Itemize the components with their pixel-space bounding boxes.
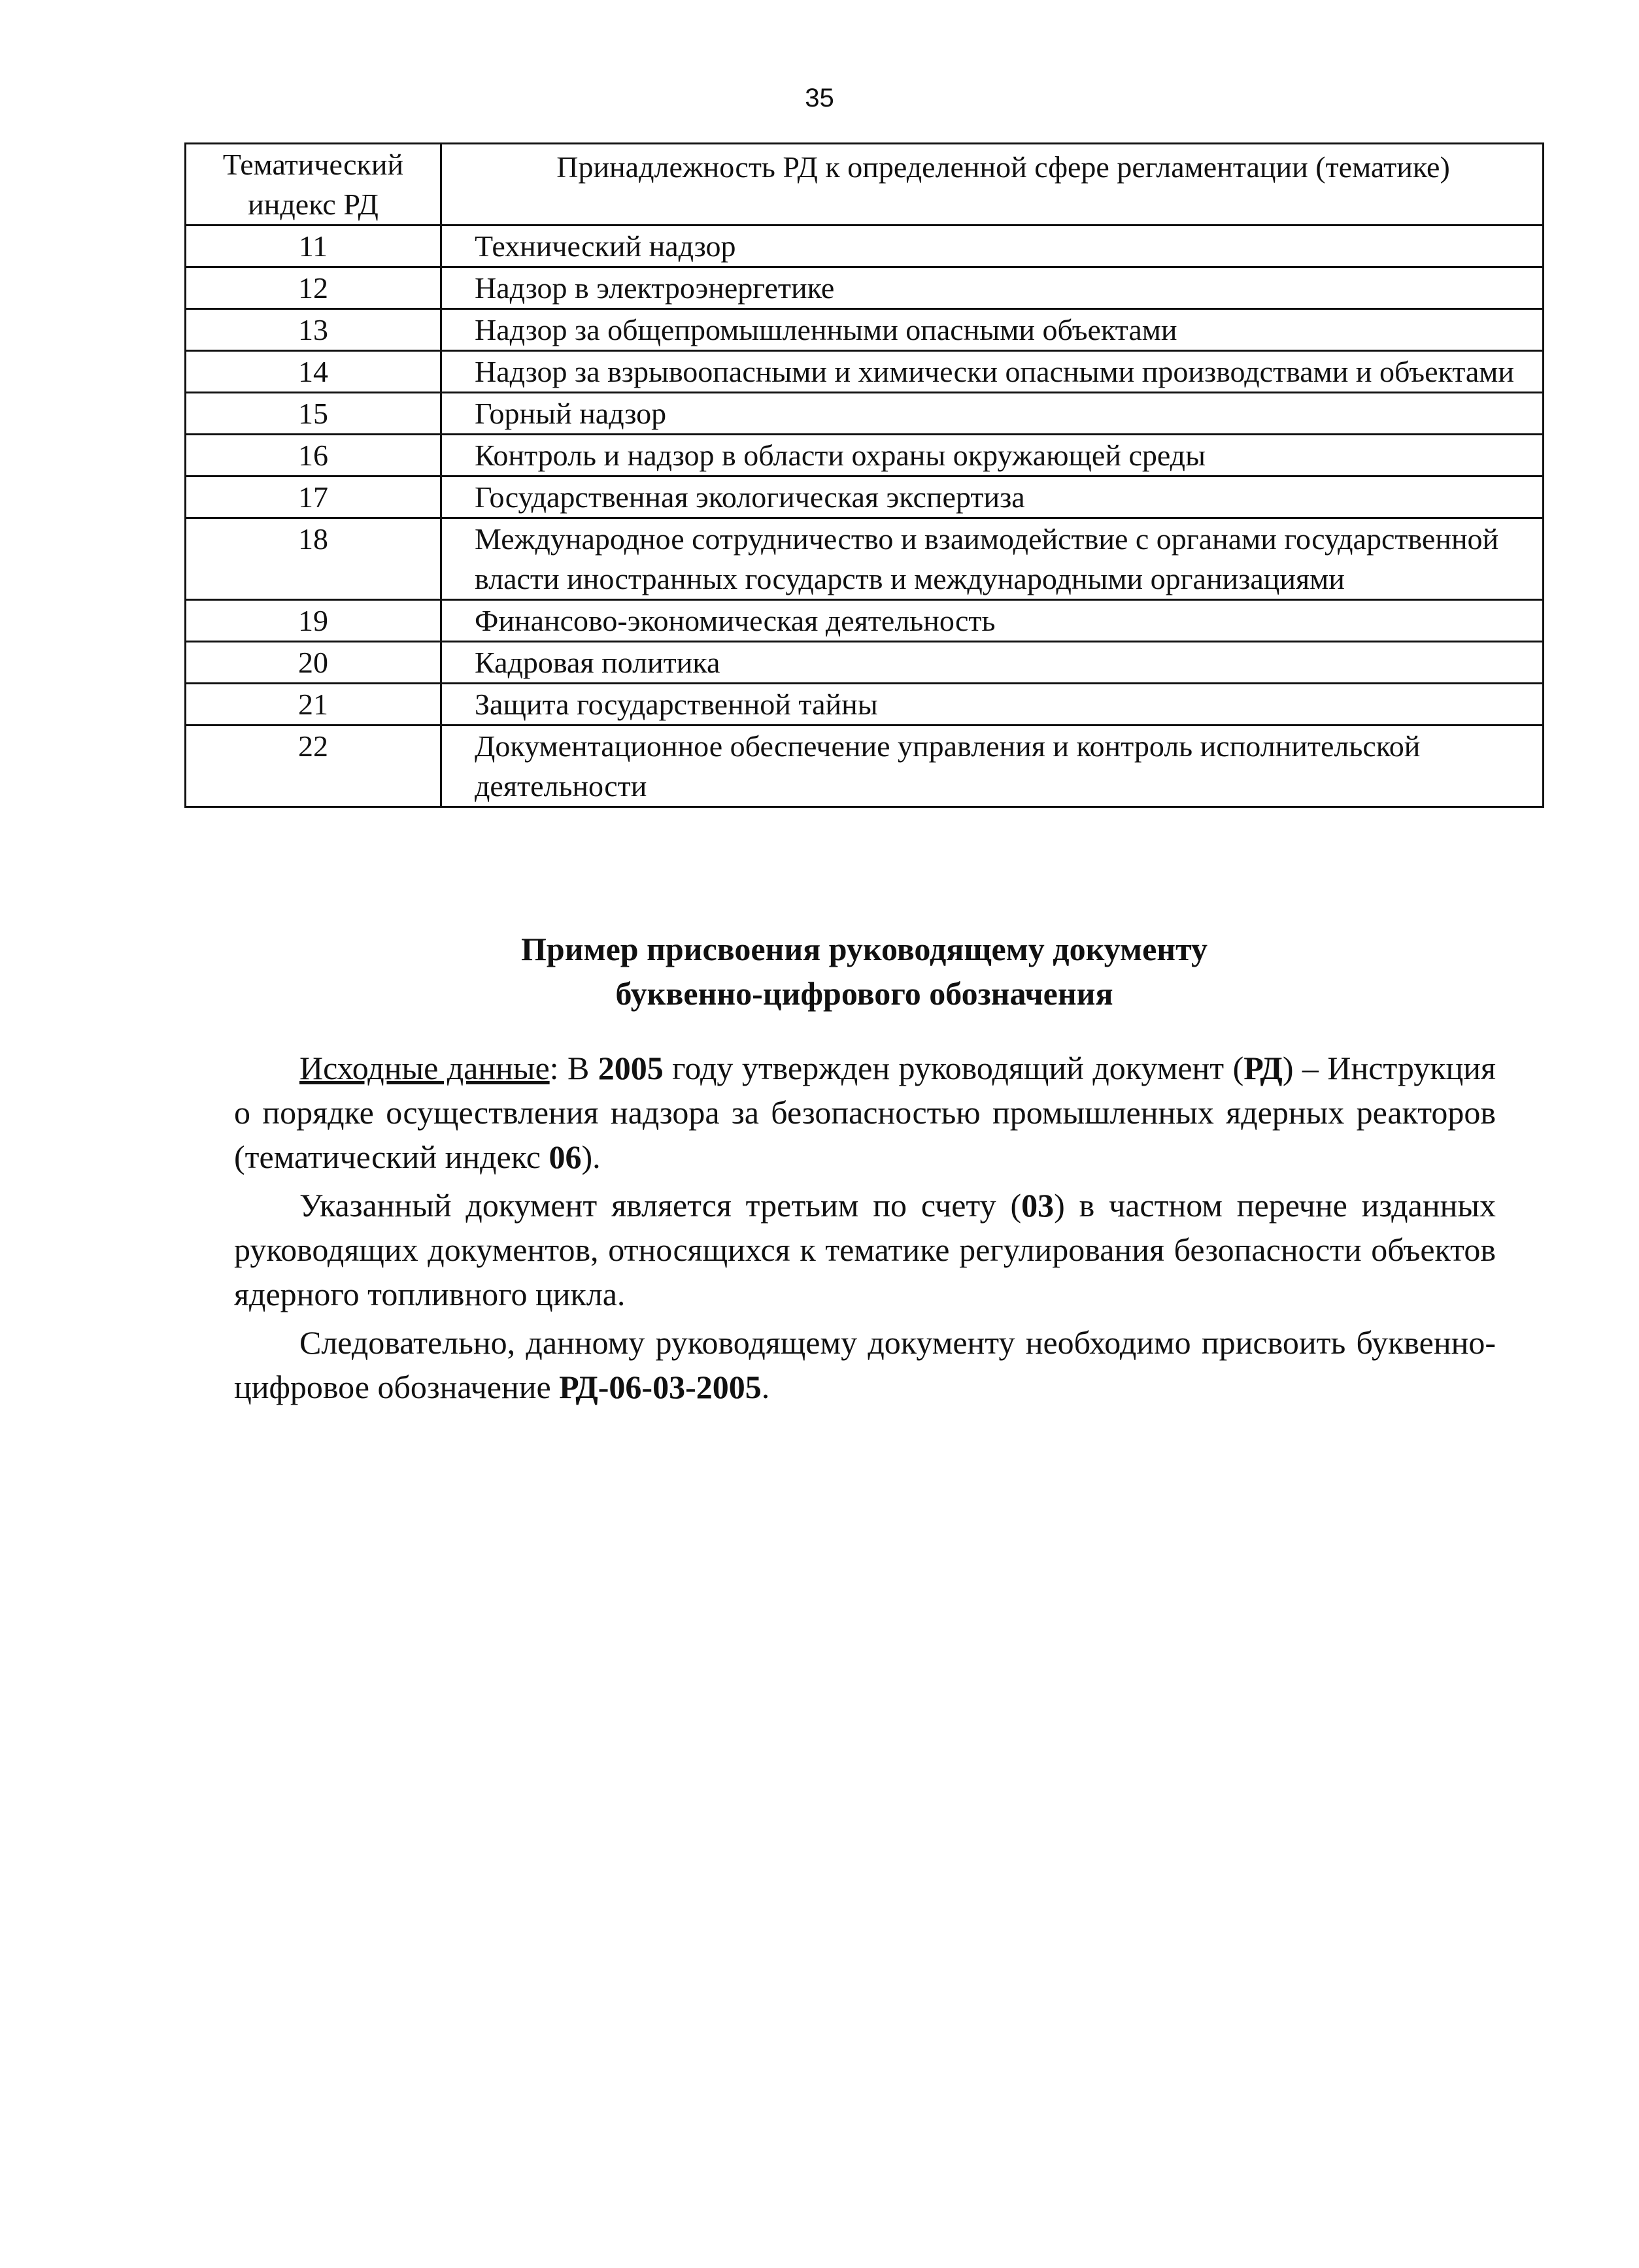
table-row (186, 684, 1544, 725)
table-row (186, 435, 1544, 476)
example-heading-line1: Пример присвоения руководящему документу (521, 931, 1208, 967)
row-index-cell: 14 (186, 351, 441, 393)
rd-abbrev: РД (1243, 1050, 1283, 1086)
text-span: году утвержден руководящий документ ( (663, 1050, 1244, 1086)
text-span: Указанный документ является третьим по счету ( (299, 1187, 1022, 1224)
approval-year: 2005 (598, 1050, 664, 1086)
row-description-cell: Защита государственной тайны (441, 684, 1544, 725)
row-description-cell: Надзор за взрывоопасными и химически опасными производствами и объектами (441, 351, 1544, 393)
paragraph-conclusion (234, 1320, 1496, 1409)
table-row (186, 309, 1544, 351)
table-row (186, 476, 1544, 518)
table-row (186, 393, 1544, 435)
table-row (186, 267, 1544, 309)
row-description-cell: Технический надзор (441, 225, 1544, 267)
row-description-cell: Государственная экологическая экспертиза (441, 476, 1544, 518)
row-description-cell: Кадровая политика (441, 642, 1544, 684)
text-span: ). (581, 1139, 601, 1175)
row-description-cell: Горный надзор (441, 393, 1544, 435)
row-description-cell: Документационное обеспечение управления и контроль исполнительской деятельности (441, 725, 1544, 807)
text-span: ) в частном перечне изданных руководящих документов, относящихся к тематике регулирования безопасности объектов ядерного топливного цикла. (234, 1187, 1496, 1312)
row-index-cell: 21 (186, 684, 441, 725)
example-body (234, 1046, 1496, 1413)
row-index-cell: 13 (186, 309, 441, 351)
thematic-index-value: 06 (549, 1139, 582, 1175)
row-description-cell: Международное сотрудничество и взаимодействие с органами государственной власти иностранных государств и международными организациями (441, 518, 1544, 600)
row-description-cell: Финансово-экономическая деятельность (441, 600, 1544, 642)
document-designation: РД-06-03-2005 (559, 1369, 762, 1405)
row-index-cell: 16 (186, 435, 441, 476)
table-header-row (186, 144, 1544, 225)
table-row (186, 225, 1544, 267)
row-index-cell: 15 (186, 393, 441, 435)
row-index-cell: 20 (186, 642, 441, 684)
row-index-cell: 12 (186, 267, 441, 309)
row-index-cell: 22 (186, 725, 441, 807)
header-description-cell: Принадлежность РД к определенной сфере регламентации (тематике) (441, 144, 1544, 225)
sequence-number: 03 (1021, 1187, 1055, 1224)
table-row (186, 600, 1544, 642)
table-row (186, 518, 1544, 600)
row-description-cell: Надзор в электроэнергетике (441, 267, 1544, 309)
text-span: . (761, 1369, 770, 1405)
row-index-cell: 11 (186, 225, 441, 267)
paragraph-source-data (234, 1046, 1496, 1179)
text-span: Следовательно, данному руководящему документу необходимо присвоить буквенно-цифровое обозначение (234, 1324, 1496, 1405)
page-number: 35 (805, 84, 834, 112)
row-index-cell: 19 (186, 600, 441, 642)
text-span: : В (549, 1050, 598, 1086)
header-index-cell: Тематический индекс РД (186, 144, 441, 225)
row-index-cell: 18 (186, 518, 441, 600)
row-description-cell: Надзор за общепромышленными опасными объектами (441, 309, 1544, 351)
text-span: ) – Инструкция о порядке осуществления надзора за безопасностью промышленных ядерных реакторов (тематический индекс (234, 1050, 1496, 1175)
paragraph-sequence (234, 1183, 1496, 1316)
thematic-index-table (184, 142, 1544, 808)
table-row (186, 642, 1544, 684)
source-data-label: Исходные данные (299, 1050, 550, 1086)
example-heading (184, 927, 1544, 1016)
example-heading-line2: буквенно-цифрового обозначения (615, 975, 1113, 1012)
row-index-cell: 17 (186, 476, 441, 518)
table-row (186, 351, 1544, 393)
row-description-cell: Контроль и надзор в области охраны окружающей среды (441, 435, 1544, 476)
table-row (186, 725, 1544, 807)
